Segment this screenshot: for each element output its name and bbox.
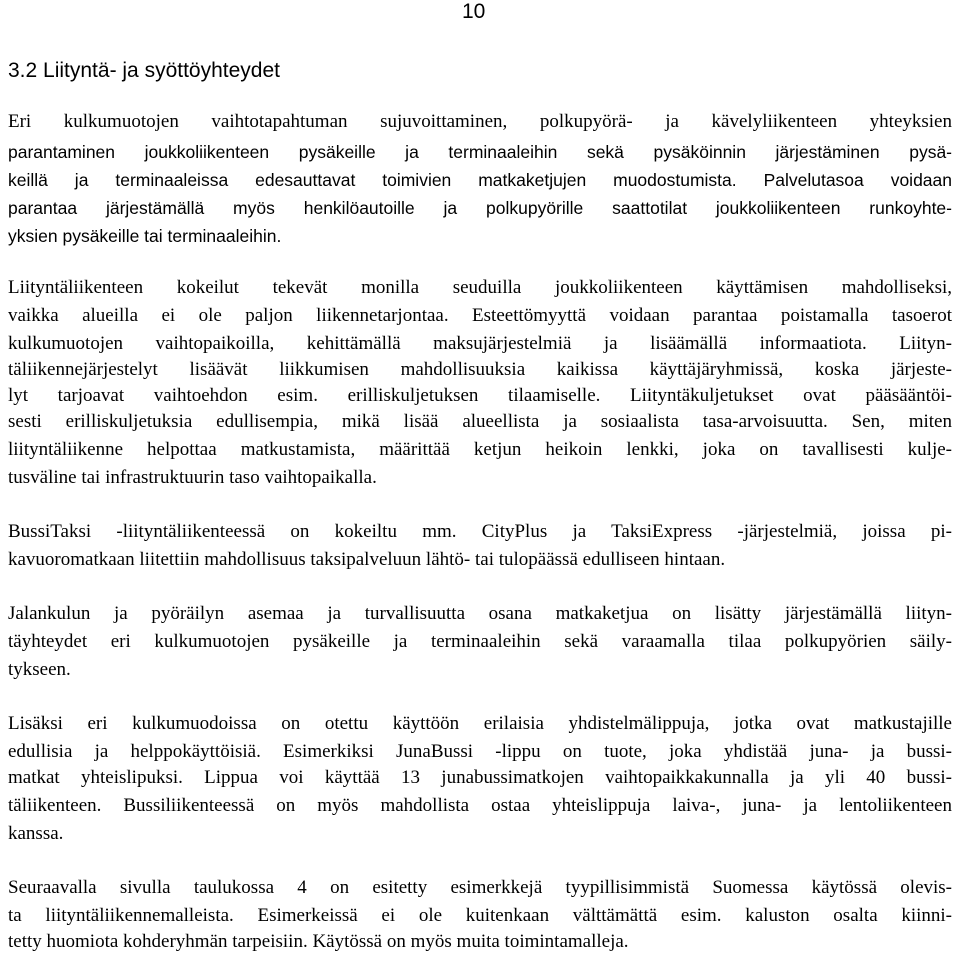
paragraph-1-line-4: parantaa järjestämällä myös henkilöautoille ja polkupyörille saattotilat joukkoliikenteen runkoyhte- <box>8 198 952 218</box>
paragraph-5-line-5: kanssa. <box>8 823 64 844</box>
paragraph-6-line-3: tetty huomiota kohderyhmän tarpeisiin. Käytössä on myös muita toimintamalleja. <box>8 931 629 952</box>
paragraph-2-line-8: tusväline tai infrastruktuurin taso vaihtopaikalla. <box>8 467 377 488</box>
paragraph-1-line-2: parantaminen joukkoliikenteen pysäkeille ja terminaaleihin sekä pysäköinnin järjestäminen pysä- <box>8 142 952 162</box>
paragraph-2-line-3: kulkumuotojen vaihtopaikoilla, kehittämällä maksujärjestelmiä ja lisäämällä informaatiota. Liityn- <box>8 333 952 354</box>
paragraph-3-line-2: kavuoromatkaan liitettiin mahdollisuus taksipalveluun lähtö- tai tulopäässä edulliseen hintaan. <box>8 549 726 570</box>
paragraph-6-line-1: Seuraavalla sivulla taulukossa 4 on esitetty esimerkkejä tyypillisimmistä Suomessa käytössä olevis- <box>8 877 952 898</box>
paragraph-5-line-3: matkat yhteislipuksi. Lippua voi käyttää 13 junabussimatkojen vaihtopaikkakunnalla ja yli 40 bussi- <box>8 767 952 788</box>
paragraph-2-line-7: liityntäliikenne helpottaa matkustamista, määrittää ketjun heikoin lenkki, joka on tavallisesti kulje- <box>8 439 952 460</box>
paragraph-5-line-1: Lisäksi eri kulkumuodoissa on otettu käyttöön erilaisia yhdistelmälippuja, jotka ovat matkustajille <box>8 713 952 734</box>
paragraph-2-line-2: vaikka alueilla ei ole paljon liikennetarjontaa. Esteettömyyttä voidaan parantaa poistamalla tasoerot <box>8 305 952 326</box>
paragraph-2-line-4: täliikennejärjestelyt lisäävät liikkumisen mahdollisuuksia kaikissa käyttäjäryhmissä, koska järjeste- <box>8 359 952 380</box>
paragraph-2-line-1: Liityntäliikenteen kokeilut tekevät monilla seuduilla joukkoliikenteen käyttämisen mahdolliseksi, <box>8 277 952 298</box>
section-heading: 3.2 Liityntä- ja syöttöyhteydet <box>8 59 280 82</box>
paragraph-4-line-3: tykseen. <box>8 659 71 680</box>
page-number: 10 <box>462 0 486 23</box>
paragraph-5-line-4: täliikenteen. Bussiliikenteessä on myös mahdollista ostaa yhteislippuja laiva-, juna- ja lentoliikenteen <box>8 795 952 816</box>
paragraph-2-line-6: sesti erilliskuljetuksia edullisempia, mikä lisää alueellista ja sosiaalista tasa-arvoisuutta. Sen, miten <box>8 411 952 432</box>
paragraph-2-line-5: lyt tarjoavat vaihtoehdon esim. erilliskuljetuksen tilaamiselle. Liityntäkuljetukset ovat pääsääntöi- <box>8 385 952 406</box>
paragraph-4-line-1: Jalankulun ja pyöräilyn asemaa ja turvallisuutta osana matkaketjua on lisätty järjestämällä liityn- <box>8 603 952 624</box>
paragraph-3-line-1: BussiTaksi -liityntäliikenteessä on kokeiltu mm. CityPlus ja TaksiExpress -järjestelmiä, joissa pi- <box>8 521 952 542</box>
paragraph-1-line-3: keillä ja terminaaleissa edesauttavat toimivien matkaketjujen muodostumista. Palvelutasoa voidaan <box>8 170 952 190</box>
paragraph-1-line-5: yksien pysäkeille tai terminaaleihin. <box>8 226 282 246</box>
paragraph-6-line-2: ta liityntäliikennemalleista. Esimerkeissä ei ole kuitenkaan välttämättä esim. kaluston osalta kiinni- <box>8 905 952 926</box>
paragraph-1-line-1: Eri kulkumuotojen vaihtotapahtuman sujuvoittaminen, polkupyörä- ja kävelyliikenteen yhteyksien <box>8 111 952 132</box>
paragraph-4-line-2: täyhteydet eri kulkumuotojen pysäkeille ja terminaaleihin sekä varaamalla tilaa polkupyörien säily- <box>8 631 952 652</box>
paragraph-5-line-2: edullisia ja helppokäyttöisiä. Esimerkiksi JunaBussi -lippu on tuote, joka yhdistää juna- ja bussi- <box>8 741 952 762</box>
